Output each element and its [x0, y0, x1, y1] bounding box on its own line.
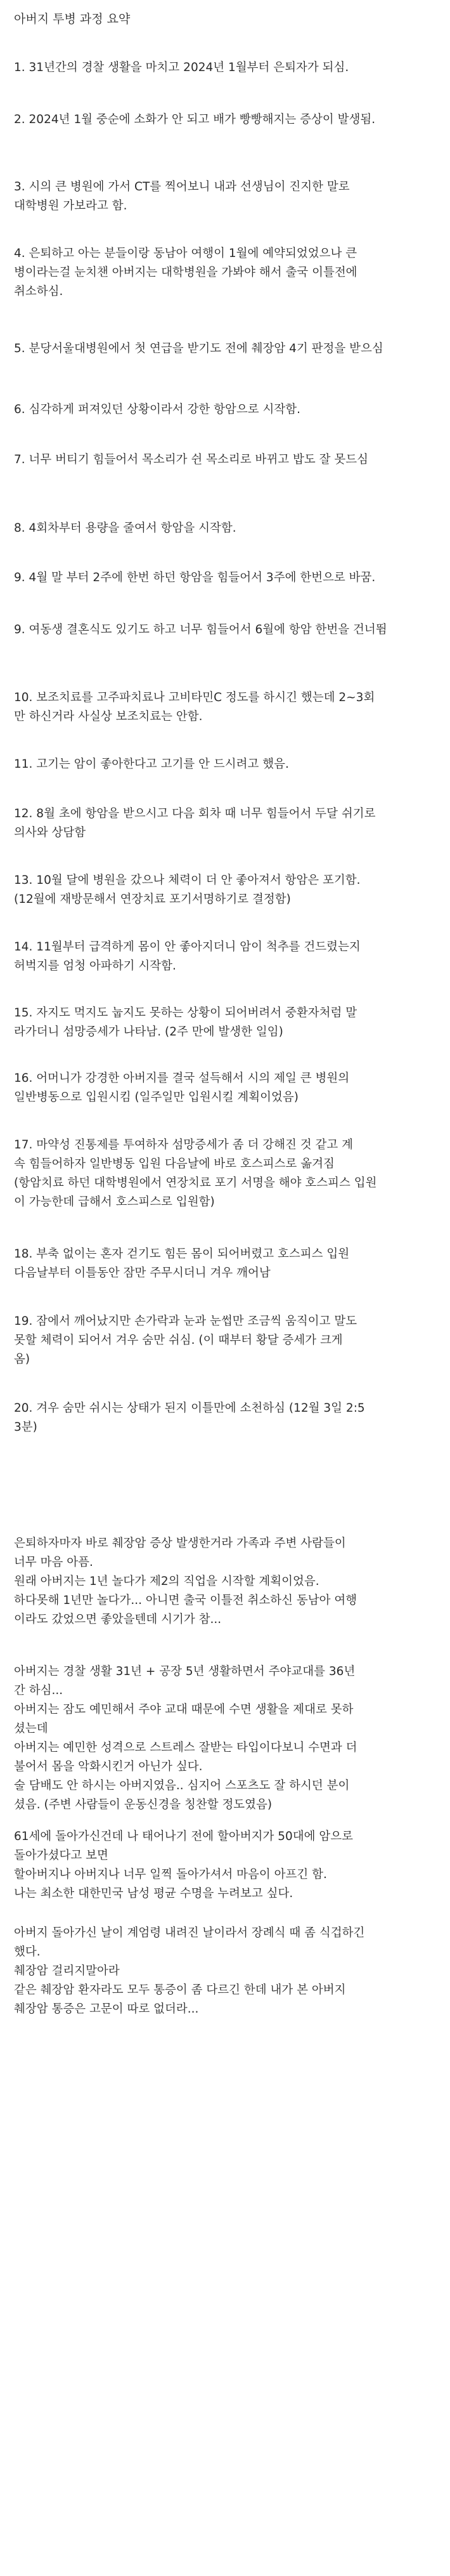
- list-item: 15. 자지도 먹지도 눕지도 못하는 상황이 되어버려서 중환자처럼 말 라가더니 섬망증세가 나타남. (2주 만에 발생한 일임): [14, 1006, 357, 1039]
- list-item: 20. 겨우 숨만 쉬시는 상태가 된지 이틀만에 소천하심 (12월 3일 2:5 3분): [14, 1402, 365, 1434]
- list-item: 19. 잠에서 깨어났지만 손가락과 눈과 눈썹만 조금씩 움직이고 말도 못할 체력이 되어서 겨우 숨만 쉬심. (이 때부터 황달 증세가 크게 옴): [14, 1315, 357, 1366]
- list-item: 1. 31년간의 경찰 생활을 마치고 2024년 1월부터 은퇴자가 되심.: [14, 61, 349, 74]
- list-item: 14. 11월부터 급격하게 몸이 안 좋아지더니 암이 척추를 건드렸는지 허벅지를 엄청 아파하기 시작함.: [14, 940, 361, 973]
- list-item: 3. 시의 큰 병원에 가서 CT를 찍어보니 내과 선생님이 진지한 말로 대학병원 가보라고 함.: [14, 180, 350, 213]
- reflection-paragraph: 아버지는 경찰 생활 31년 + 공장 5년 생활하면서 주야교대를 36년 간 하심... 아버지는 잠도 예민해서 주야 교대 때문에 수면 생활을 제대로 못하 셨는데 아버지는 예민한 성격으로 스트레스 잘받는 타입이다보니 수면과 더 불어서 몸을 악화시킨거 아닌가 싶다. 술 담배도 안 하시는 아버지였음.. 심지어 스포츠도 잘 하시던 분이 셨음. (주변 사람들이 운동신경을 칭찬할 정도였음): [14, 1665, 357, 1811]
- list-item: 2. 2024년 1월 중순에 소화가 안 되고 배가 빵빵해지는 증상이 발생됨.: [14, 113, 376, 126]
- list-item: 10. 보조치료를 고주파치료나 고비타민C 정도를 하시긴 했는데 2~3회 만 하신거라 사실상 보조치료는 안함.: [14, 691, 375, 723]
- list-item: 6. 심각하게 퍼져있던 상황이라서 강한 항암으로 시작함.: [14, 403, 300, 416]
- list-item: 13. 10월 달에 병원을 갔으나 체력이 더 안 좋아져서 항암은 포기함. (12월에 재방문해서 연장치료 포기서명하기로 결정함): [14, 874, 361, 906]
- list-item: 18. 부축 없이는 혼자 걷기도 힘든 몸이 되어버렸고 호스피스 입원 다음날부터 이틀동안 잠만 주무시더니 겨우 깨어남: [14, 1247, 350, 1280]
- list-item: 11. 고기는 암이 좋아한다고 고기를 안 드시려고 했음.: [14, 758, 289, 771]
- list-item: 9. 4월 말 부터 2주에 한번 하던 항암을 힘들어서 3주에 한번으로 바꿈.: [14, 571, 376, 584]
- list-item: 7. 너무 버티기 힘들어서 목소리가 쉰 목소리로 바뀌고 밥도 잘 못드심: [14, 453, 368, 466]
- page-title: 아버지 투병 과정 요약: [14, 12, 131, 26]
- list-item: 16. 어머니가 강경한 아버지를 결국 설득해서 시의 제일 큰 병원의 일반병동으로 입원시킴 (일주일만 입원시킬 계획이었음): [14, 1072, 350, 1104]
- reflection-paragraph: 61세에 돌아가신건데 나 태어나기 전에 할아버지가 50대에 암으로 돌아가셨다고 보면 할아버지나 아버지나 너무 일찍 돌아가셔서 마음이 아프긴 함. 나는 최소한 대한민국 남성 평균 수명을 누려보고 싶다.: [14, 1830, 354, 1900]
- list-item: 8. 4회차부터 용량을 줄여서 항암을 시작함.: [14, 522, 236, 535]
- list-item: 4. 은퇴하고 아는 분들이랑 동남아 여행이 1월에 예약되었었으나 큰 병이라는걸 눈치챈 아버지는 대학병원을 가봐야 해서 출국 이틀전에 취소하심.: [14, 247, 357, 298]
- reflection-paragraph: 은퇴하자마자 바로 췌장암 증상 발생한거라 가족과 주변 사람들이 너무 마음 아픔. 원래 아버지는 1년 놀다가 제2의 직업을 시작할 계획이었음. 하다못해 1년만 놀다가... 아니면 출국 이틀전 취소하신 동남아 여행 이라도 갔었으면 좋았을텐데 시기가 참...: [14, 1537, 357, 1626]
- list-item: 9. 여동생 결혼식도 있기도 하고 너무 힘들어서 6월에 항암 한번을 건너뜀: [14, 623, 387, 636]
- list-item: 12. 8월 초에 항암을 받으시고 다음 회차 때 너무 힘들어서 두달 쉬기로 의사와 상담함: [14, 807, 376, 839]
- list-item: 5. 분당서울대병원에서 첫 연급을 받기도 전에 췌장암 4기 판정을 받으심: [14, 342, 383, 355]
- list-item: 17. 마약성 진통제를 투여하자 섬망증세가 좀 더 강해진 것 같고 계 속 힘들어하자 일반병동 입원 다음날에 바로 호스피스로 옮겨짐 (항암치료 하던 대학병원에서 연장치료 포기 서명을 해야 호스피스 입원 이 가능한데 급해서 호스피스로 입원함): [14, 1138, 377, 1209]
- reflection-paragraph: 아버지 돌아가신 날이 계엄령 내려진 날이라서 장례식 때 좀 식겁하긴 했다. 췌장암 걸리지말아라 같은 췌장암 환자라도 모두 통증이 좀 다르긴 한데 내가 본 아버지 췌장암 통증은 고문이 따로 없더라...: [14, 1926, 365, 2016]
